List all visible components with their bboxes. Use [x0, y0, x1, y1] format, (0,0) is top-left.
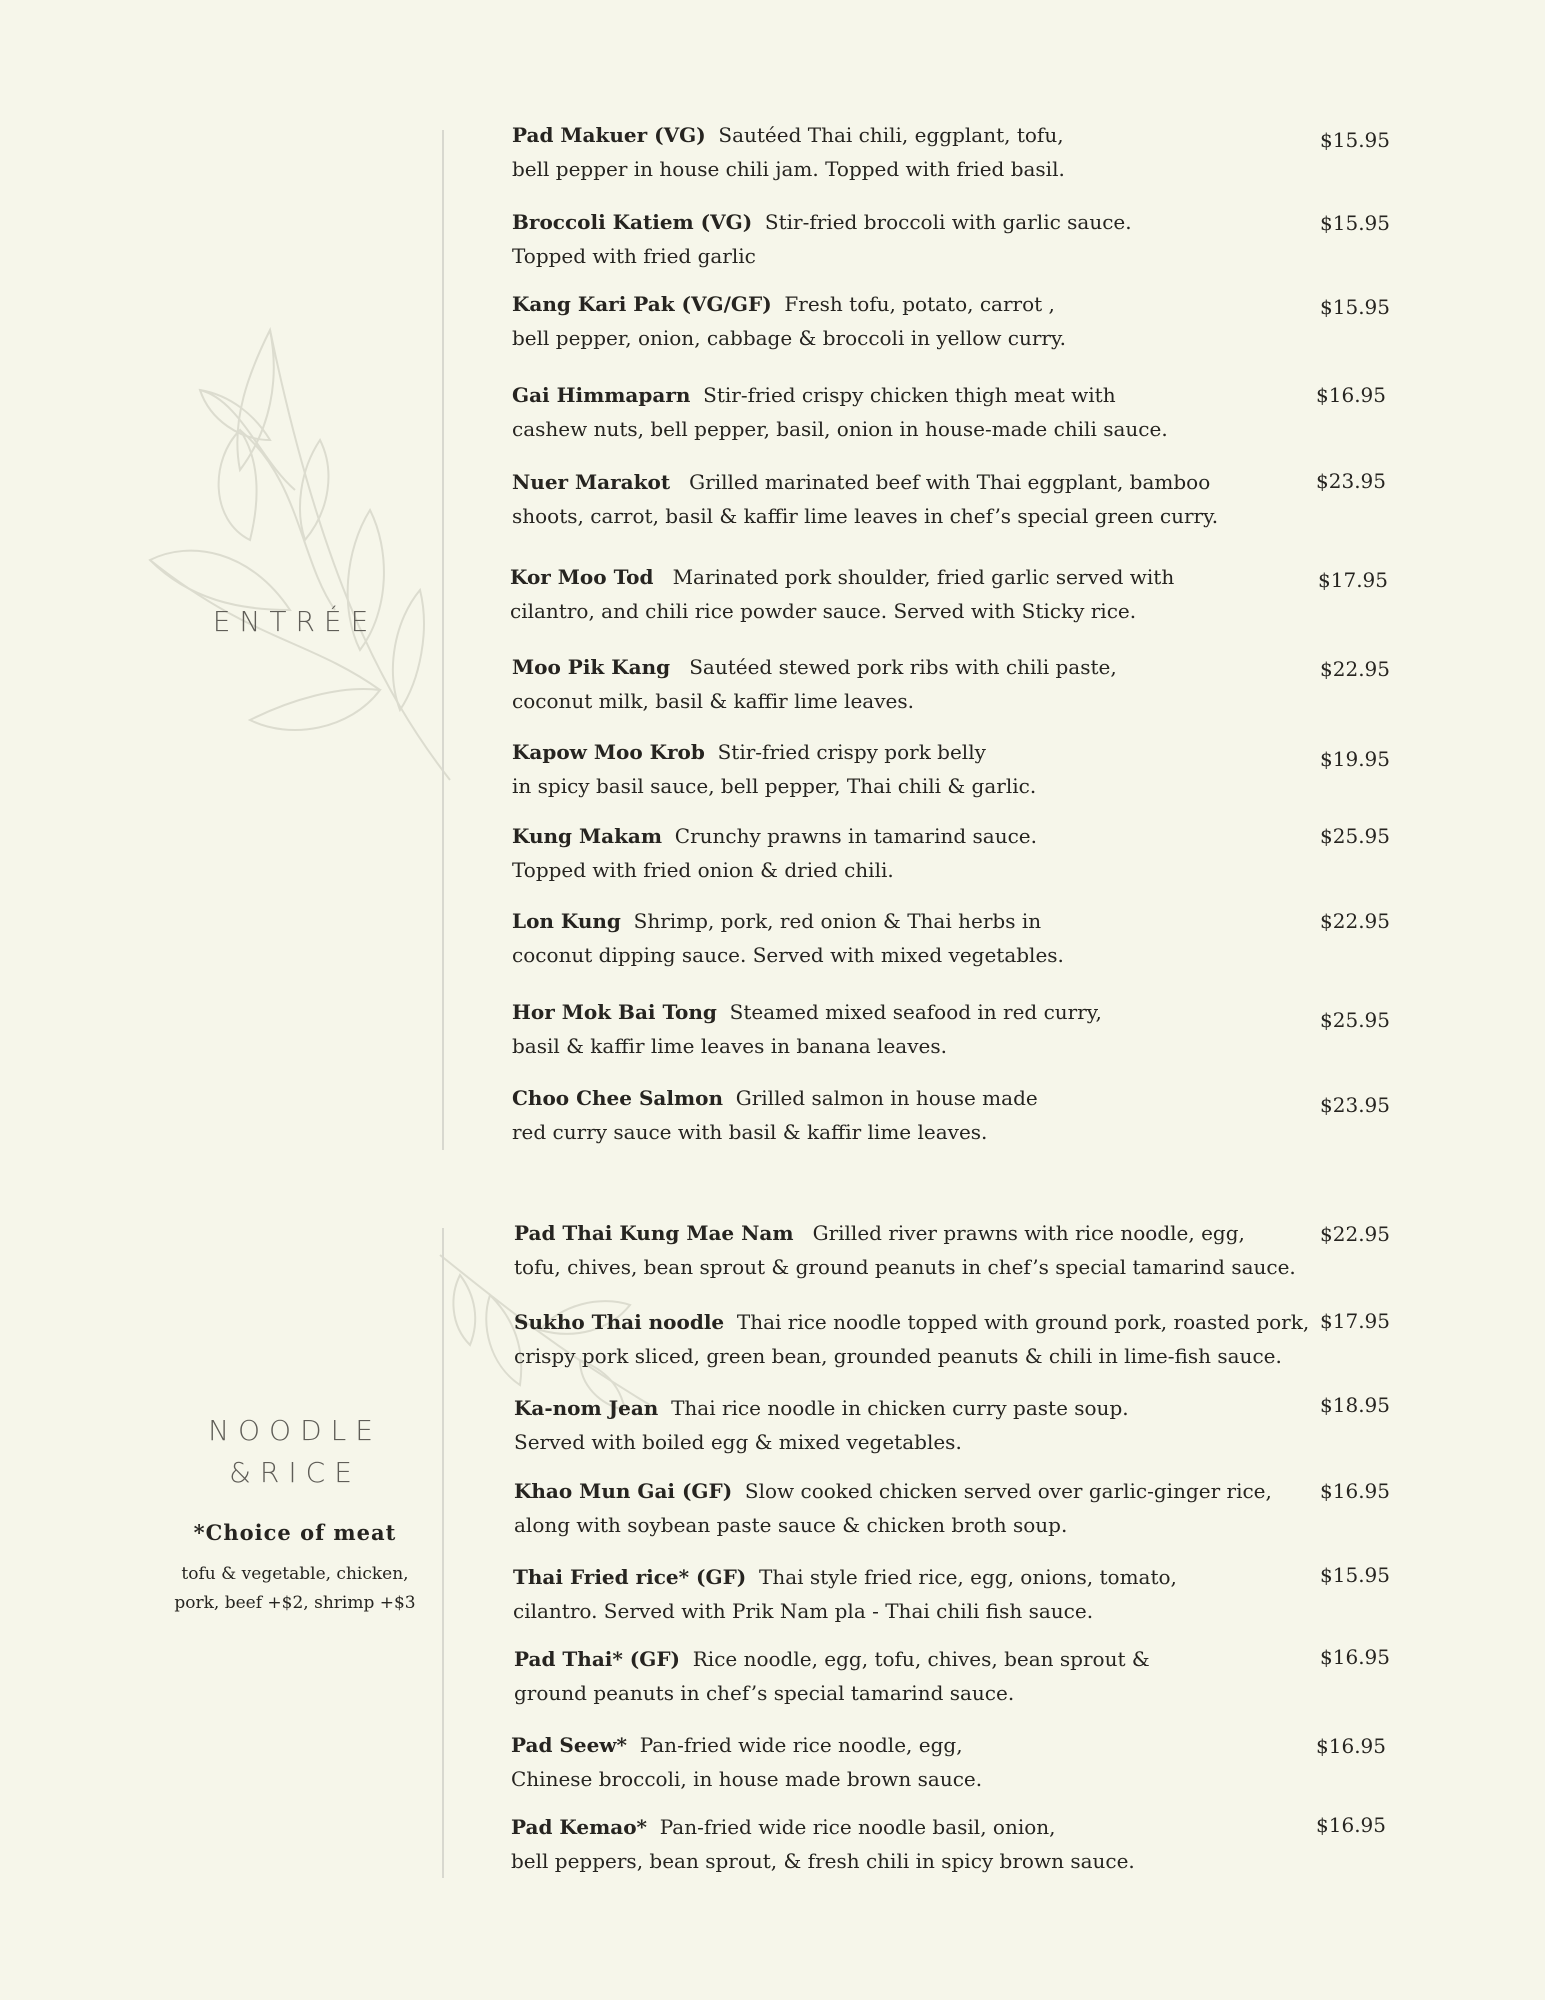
item-price: $19.95: [1320, 747, 1390, 771]
item-description: ground peanuts in chef’s special tamarind sauce.: [514, 1681, 1015, 1705]
item-price: $22.95: [1320, 909, 1390, 933]
item-description: Topped with fried onion & dried chili.: [512, 858, 894, 882]
item-description: Stir-fried broccoli with garlic sauce.: [764, 210, 1132, 234]
item-price: $15.95: [1320, 295, 1390, 319]
noodle-rice-section-title: [150, 1410, 440, 1494]
item-description: Stir-fried crispy chicken thigh meat with: [703, 383, 1116, 407]
item-name: Broccoli Katiem (VG): [512, 210, 753, 234]
menu-item: [514, 1391, 1374, 1459]
item-description: cashew nuts, bell pepper, basil, onion in house-made chili sauce.: [512, 417, 1168, 441]
item-description: Served with boiled egg & mixed vegetables.: [514, 1430, 962, 1454]
item-name: Pad Thai Kung Mae Nam: [514, 1221, 794, 1245]
menu-item: [512, 205, 1372, 273]
noodle-title-line-2: &RICE: [229, 1456, 361, 1489]
item-description: Steamed mixed seafood in red curry,: [729, 1000, 1102, 1024]
item-description: coconut milk, basil & kaffir lime leaves.: [512, 689, 914, 713]
noodle-title-line-1: NOODLE: [208, 1414, 382, 1447]
item-name: Moo Pik Kang: [512, 655, 671, 679]
item-name: Kung Makam: [512, 824, 663, 848]
item-description: tofu, chives, bean sprout & ground peanuts in chef’s special tamarind sauce.: [514, 1255, 1296, 1279]
item-name: Gai Himmaparn: [512, 383, 691, 407]
item-description: bell peppers, bean sprout, & fresh chili in spicy brown sauce.: [511, 1849, 1135, 1873]
item-name: Kapow Moo Krob: [512, 740, 705, 764]
menu-item: [512, 819, 1372, 887]
item-description: Fresh tofu, potato, carrot ,: [784, 292, 1055, 316]
item-description: Topped with fried garlic: [512, 244, 756, 268]
item-description: Pan-fried wide rice noodle basil, onion,: [659, 1815, 1056, 1839]
item-price: $23.95: [1316, 469, 1386, 493]
choice-of-meat-line-1: tofu & vegetable, chicken,: [181, 1564, 409, 1584]
item-description: crispy pork sliced, green bean, grounded peanuts & chili in lime-fish sauce.: [514, 1344, 1282, 1368]
item-price: $25.95: [1320, 824, 1390, 848]
item-price: $16.95: [1316, 1813, 1386, 1837]
item-price: $16.95: [1316, 383, 1386, 407]
item-price: $22.95: [1320, 657, 1390, 681]
entree-divider: [442, 130, 444, 1150]
menu-item: [512, 378, 1372, 446]
item-name: Pad Kemao*: [511, 1815, 647, 1839]
item-description: cilantro, and chili rice powder sauce. Served with Sticky rice.: [510, 599, 1137, 623]
item-name: Pad Makuer (VG): [512, 123, 706, 147]
menu-item: [512, 118, 1372, 186]
item-description: bell pepper, onion, cabbage & broccoli in yellow curry.: [512, 326, 1066, 350]
choice-of-meat-line-2: pork, beef +$2, shrimp +$3: [174, 1593, 416, 1613]
item-description: Shrimp, pork, red onion & Thai herbs in: [633, 909, 1042, 933]
menu-item: [512, 735, 1372, 803]
item-description: bell pepper in house chili jam. Topped with fried basil.: [512, 157, 1065, 181]
item-name: Ka-nom Jean: [514, 1396, 659, 1420]
item-description: in spicy basil sauce, bell pepper, Thai chili & garlic.: [512, 774, 1037, 798]
item-price: $16.95: [1320, 1645, 1390, 1669]
item-name: Kor Moo Tod: [510, 565, 654, 589]
item-description: cilantro. Served with Prik Nam pla - Thai chili fish sauce.: [513, 1599, 1094, 1623]
item-name: Choo Chee Salmon: [512, 1086, 724, 1110]
item-description: Grilled river prawns with rice noodle, egg,: [812, 1221, 1245, 1245]
menu-item: [512, 650, 1372, 718]
item-description: Sautéed Thai chili, eggplant, tofu,: [718, 123, 1064, 147]
menu-item: [511, 1810, 1371, 1878]
item-description: coconut dipping sauce. Served with mixed vegetables.: [512, 943, 1064, 967]
item-price: $16.95: [1320, 1479, 1390, 1503]
menu-item: [512, 904, 1372, 972]
item-description: Rice noodle, egg, tofu, chives, bean sprout &: [692, 1647, 1150, 1671]
leaf-branch-icon: [130, 310, 460, 790]
menu-item: [512, 995, 1372, 1063]
noodle-divider: [442, 1228, 444, 1878]
item-price: $17.95: [1318, 568, 1388, 592]
menu-item: [514, 1216, 1374, 1284]
item-price: $17.95: [1320, 1309, 1390, 1333]
item-name: Thai Fried rice* (GF): [513, 1565, 747, 1589]
item-name: Lon Kung: [512, 909, 621, 933]
item-description: Thai rice noodle in chicken curry paste soup.: [671, 1396, 1129, 1420]
item-description: Chinese broccoli, in house made brown sauce.: [511, 1767, 983, 1791]
item-price: $15.95: [1320, 1563, 1390, 1587]
item-name: Kang Kari Pak (VG/GF): [512, 292, 772, 316]
item-name: Pad Thai* (GF): [514, 1647, 681, 1671]
item-name: Pad Seew*: [511, 1733, 627, 1757]
item-description: Thai rice noodle topped with ground pork, roasted pork,: [736, 1310, 1310, 1334]
item-description: Marinated pork shoulder, fried garlic served with: [672, 565, 1175, 589]
item-price: $15.95: [1320, 211, 1390, 235]
menu-item: [510, 560, 1370, 628]
entree-section-title: ENTRÉE: [212, 605, 378, 638]
item-name: Sukho Thai noodle: [514, 1310, 725, 1334]
item-description: Stir-fried crispy pork belly: [717, 740, 986, 764]
item-price: $23.95: [1320, 1093, 1390, 1117]
item-price: $22.95: [1320, 1222, 1390, 1246]
item-description: red curry sauce with basil & kaffir lime leaves.: [512, 1120, 988, 1144]
item-description: shoots, carrot, basil & kaffir lime leaves in chef’s special green curry.: [512, 504, 1219, 528]
item-description: basil & kaffir lime leaves in banana leaves.: [512, 1034, 947, 1058]
choice-of-meat-heading: *Choice of meat: [193, 1520, 397, 1545]
item-name: Nuer Marakot: [512, 470, 671, 494]
item-description: Thai style fried rice, egg, onions, tomato,: [758, 1565, 1177, 1589]
menu-item: [512, 1081, 1372, 1149]
menu-item: [514, 1474, 1374, 1542]
item-description: Pan-fried wide rice noodle, egg,: [639, 1733, 963, 1757]
item-description: Grilled salmon in house made: [735, 1086, 1038, 1110]
item-price: $15.95: [1320, 128, 1390, 152]
item-name: Khao Mun Gai (GF): [514, 1479, 733, 1503]
item-description: Sautéed stewed pork ribs with chili paste,: [689, 655, 1117, 679]
menu-item: [512, 465, 1372, 533]
choice-of-meat-options: [150, 1560, 440, 1618]
item-description: along with soybean paste sauce & chicken broth soup.: [514, 1513, 1068, 1537]
menu-item: [511, 1728, 1371, 1796]
menu-item: [514, 1642, 1374, 1710]
item-description: Grilled marinated beef with Thai eggplant, bamboo: [689, 470, 1211, 494]
item-description: Slow cooked chicken served over garlic-ginger rice,: [744, 1479, 1272, 1503]
item-description: Crunchy prawns in tamarind sauce.: [674, 824, 1037, 848]
item-price: $18.95: [1320, 1393, 1390, 1417]
menu-item: [513, 1560, 1373, 1628]
item-price: $25.95: [1320, 1008, 1390, 1032]
menu-item: [514, 1305, 1374, 1373]
menu-item: [512, 287, 1372, 355]
item-price: $16.95: [1316, 1734, 1386, 1758]
item-name: Hor Mok Bai Tong: [512, 1000, 717, 1024]
